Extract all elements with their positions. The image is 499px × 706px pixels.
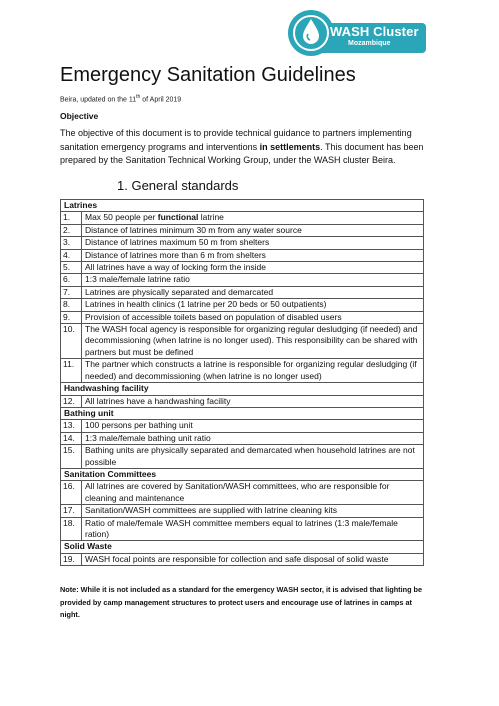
table-row	[61, 324, 424, 359]
row-number: 19.	[61, 553, 82, 565]
standards-table	[60, 199, 424, 566]
row-text: Latrines in health clinics (1 latrine per 20 beds or 50 outpatients)	[82, 299, 424, 311]
table-row	[61, 262, 424, 274]
row-text: Latrines are physically separated and demarcated	[82, 286, 424, 298]
row-text: Provision of accessible toilets based on population of disabled users	[82, 311, 424, 323]
row-number: 7.	[61, 286, 82, 298]
row-text: WASH focal points are responsible for collection and safe disposal of solid waste	[82, 553, 424, 565]
objective-text-start: The objective of this document is to provide technical guidance to partners implementing sanitation emergency programs and interventions	[60, 128, 412, 152]
row-number: 3.	[61, 237, 82, 249]
row-number: 1.	[61, 212, 82, 224]
row-text: Distance of latrines maximum 50 m from shelters	[82, 237, 424, 249]
row-number: 14.	[61, 432, 82, 444]
wash-cluster-logo	[288, 10, 428, 56]
row-text: All latrines have a handwashing facility	[82, 395, 424, 407]
logo-subtitle: Mozambique	[348, 40, 391, 47]
row-text: 1:3 male/female bathing unit ratio	[82, 432, 424, 444]
table-row	[61, 311, 424, 323]
objective-text-bold: in settlements	[259, 141, 321, 152]
row-number: 5.	[61, 262, 82, 274]
row-text: All latrines have a way of locking form the inside	[82, 262, 424, 274]
table-row	[61, 395, 424, 407]
row-number: 9.	[61, 311, 82, 323]
table-group-row	[61, 468, 424, 480]
date-prefix: Beira, updated on the 11	[60, 96, 137, 104]
row-text	[82, 212, 424, 224]
standards-table-body	[61, 200, 424, 566]
table-row	[61, 286, 424, 298]
table-row	[61, 505, 424, 517]
row-text: Distance of latrines more than 6 m from shelters	[82, 249, 424, 261]
table-group-row	[61, 383, 424, 395]
table-row	[61, 274, 424, 286]
row-number: 2.	[61, 224, 82, 236]
footnote: Note: While it is not included as a standard for the emergency WASH sector, it is advised that lighting be provided by camp management structures to protect users and encourage use of latrines in camps at night.	[60, 585, 423, 619]
row-number: 18.	[61, 517, 82, 541]
document-title: Emergency Sanitation Guidelines	[60, 64, 356, 86]
table-row	[61, 212, 424, 224]
row-text: 100 persons per bathing unit	[82, 420, 424, 432]
table-row	[61, 445, 424, 469]
table-row	[61, 481, 424, 505]
group-heading: Bathing unit	[61, 407, 424, 419]
group-heading: Handwashing facility	[61, 383, 424, 395]
row-text: Sanitation/WASH committees are supplied with latrine cleaning kits	[82, 505, 424, 517]
row-number: 10.	[61, 324, 82, 359]
row-text: Bathing units are physically separated and demarcated when household latrines are not possible	[82, 445, 424, 469]
row-number: 6.	[61, 274, 82, 286]
logo-title: WASH Cluster	[330, 24, 419, 39]
objective-paragraph	[60, 127, 440, 168]
table-row	[61, 517, 424, 541]
table-row	[61, 420, 424, 432]
row-number: 17.	[61, 505, 82, 517]
table-row	[61, 359, 424, 383]
row-text-bold: functional	[157, 212, 199, 223]
table-group-row	[61, 407, 424, 419]
group-heading: Solid Waste	[61, 541, 424, 553]
group-heading: Sanitation Committees	[61, 468, 424, 480]
row-number: 13.	[61, 420, 82, 432]
group-heading: Latrines	[61, 200, 424, 212]
row-number: 4.	[61, 249, 82, 261]
table-row	[61, 224, 424, 236]
row-number: 8.	[61, 299, 82, 311]
row-text: All latrines are covered by Sanitation/WASH committees, who are responsible for cleaning and maintenance	[82, 481, 424, 505]
row-text: Ratio of male/female WASH committee members equal to latrines (1:3 male/female ration)	[82, 517, 424, 541]
row-text: The partner which constructs a latrine is responsible for organizing regular desludging (if needed) and decommissioning (when latrine is no longer used)	[82, 359, 424, 383]
row-text: Distance of latrines minimum 30 m from any water source	[82, 224, 424, 236]
table-row	[61, 237, 424, 249]
date-rest: of April 2019	[140, 96, 182, 104]
table-group-row	[61, 200, 424, 212]
row-text: 1:3 male/female latrine ratio	[82, 274, 424, 286]
table-row	[61, 299, 424, 311]
date-superscript: th	[136, 94, 141, 100]
row-number: 16.	[61, 481, 82, 505]
objective-text-end: . This document has been prepared by the Sanitation Technical Working Group, under the WASH cluster Beira.	[60, 141, 424, 165]
row-text-start: Max 50 people per	[85, 212, 158, 223]
row-number: 11.	[61, 359, 82, 383]
water-drop-icon	[288, 10, 334, 56]
table-row	[61, 432, 424, 444]
row-number: 15.	[61, 445, 82, 469]
row-number: 12.	[61, 395, 82, 407]
table-row	[61, 249, 424, 261]
objective-heading: Objective	[60, 111, 99, 121]
row-text-end: latrine	[198, 212, 224, 223]
section-heading: 1. General standards	[117, 178, 239, 193]
table-row	[61, 553, 424, 565]
date-line	[60, 94, 181, 103]
row-text: The WASH focal agency is responsible for organizing regular desludging (if needed) and decommissioning (when latrine is no longer used). This responsibility can be shared with partners but must be defined	[82, 324, 424, 359]
table-group-row	[61, 541, 424, 553]
